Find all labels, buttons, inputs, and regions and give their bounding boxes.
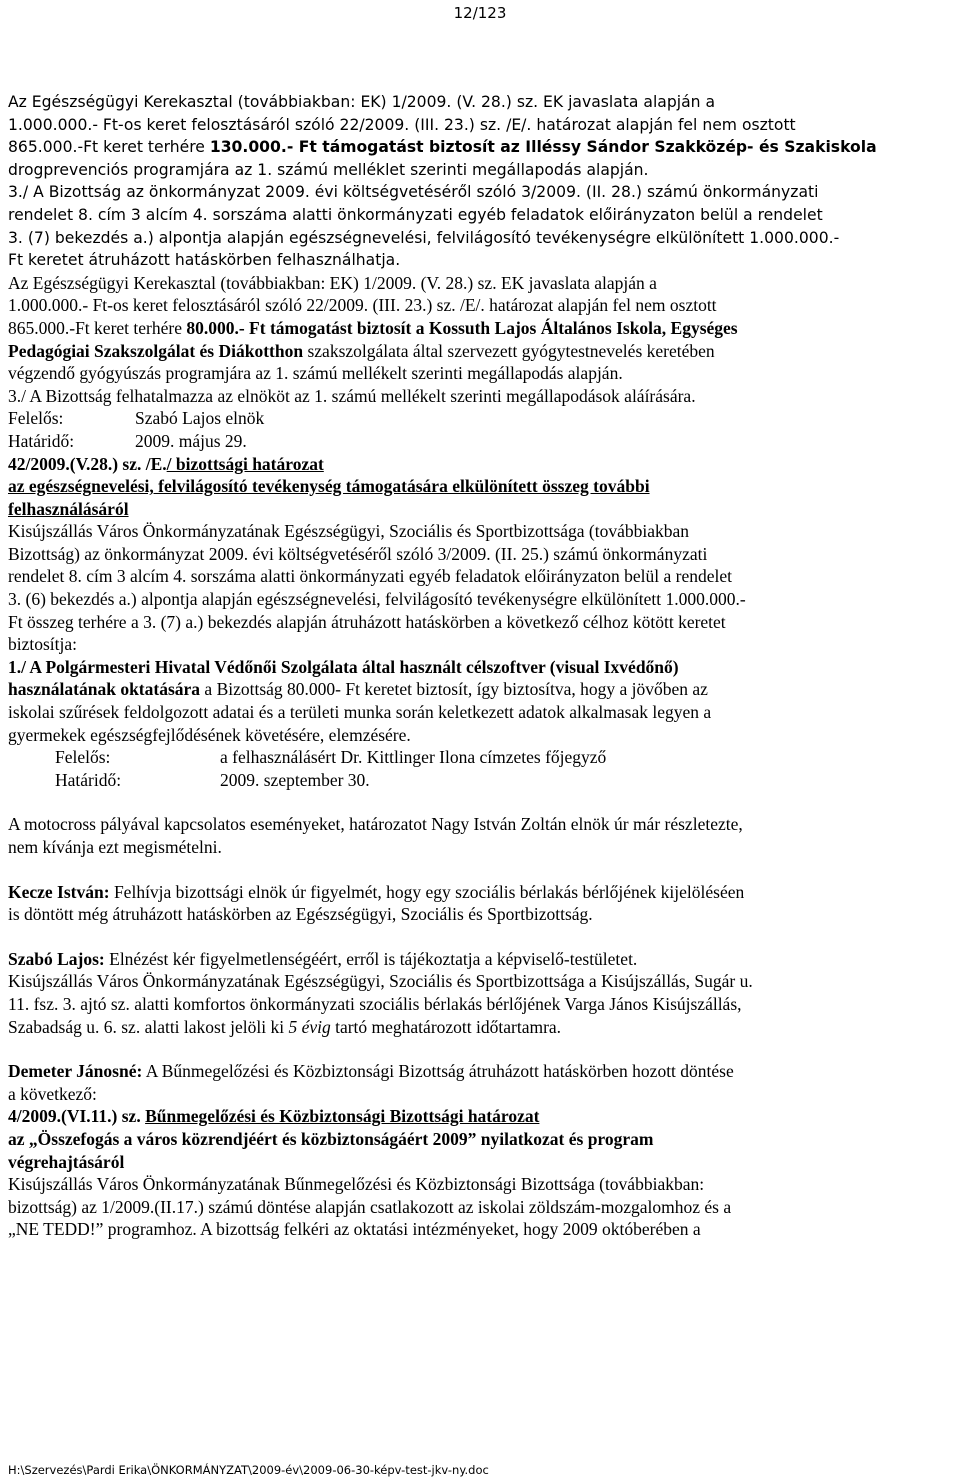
text-line: Kisújszállás Város Önkormányzatának Egészségügyi, Szociális és Sportbizottsága (továbbiakban	[8, 521, 690, 542]
text-line: drogprevenciós programjára az 1. számú melléklet szerinti megállapodás alapján.	[8, 160, 649, 179]
resolution-block-3	[8, 453, 953, 792]
deadline-row	[8, 430, 953, 453]
text-line: 11. fsz. 3. ajtó sz. alatti komfortos önkormányzati szociális bérlakás bérlőjének Varga János Kisújszállás,	[8, 993, 742, 1014]
paragraph-kecze	[8, 881, 953, 926]
text-line: 3. (7) bekezdés a.) alpontja alapján egészségnevelési, felvilágosító tevékenységre elkülönített 1.000.000.-	[8, 228, 840, 247]
text-line: 3./ A Bizottság az önkormányzat 2009. évi költségvetéséről szóló 3/2009. (II. 28.) számú önkormányzati	[8, 183, 819, 202]
text-line: rendelet 8. cím 3 alcím 4. sorszáma alatti önkormányzati egyéb feladatok előirányzaton belül a rendelet	[8, 205, 823, 224]
text-line: nem kívánja ezt megismételni.	[8, 837, 222, 857]
text-line: rendelet 8. cím 3 alcím 4. sorszáma alatti önkormányzati egyéb feladatok előirányzaton belül a rendelet	[8, 566, 733, 587]
text-line: végzendő gyógyúszás programjára az 1. számú mellékelt szerinti megállapodás alapján.	[8, 363, 623, 384]
text-line: Az Egészségügyi Kerekasztal (továbbiakban: EK) 1/2009. (V. 28.) sz. EK javaslata alapján a	[8, 272, 657, 293]
text-line: Pedagógiai Szakszolgálat és Diákotthon szakszolgálata által szervezett gyógytestnevelés keretében	[8, 340, 715, 361]
text-line: Kisújszállás Város Önkormányzatának Bűnmegelőzési és Közbiztonsági Bizottsága (továbbiakban:	[8, 1174, 705, 1195]
text-line: Kecze István: Felhívja bizottsági elnök úr figyelmét, hogy egy szociális bérlakás bérlőjének kijelöléséen	[8, 881, 745, 902]
text-line: Szabó Lajos: Elnézést kér figyelmetlenségéért, erről is tájékoztatja a képviselő-testületet.	[8, 948, 638, 969]
deadline-value: 2009. szeptember 30.	[220, 769, 370, 790]
text-line: „NE TEDD!” programhoz. A bizottság felkéri az oktatási intézményeket, hogy 2009 októberében a	[8, 1219, 701, 1240]
text-line: 1./ A Polgármesteri Hivatal Védőnői Szolgálata által használt célszoftver (visual Ixvédőnő)	[8, 656, 679, 677]
text-line: is döntött még átruházott hatáskörben az Egészségügyi, Szociális és Sportbizottság.	[8, 904, 593, 925]
responsible-label: Felelős:	[8, 408, 64, 429]
responsible-label: Felelős:	[55, 747, 111, 768]
text-line: 3. (6) bekezdés a.) alpontja alapján egészségnevelési, felvilágosító tevékenységre elkülönített 1.000.000.-	[8, 589, 746, 610]
speaker-name: Kecze István:	[8, 881, 110, 902]
resolution-subject: az egészségnevelési, felvilágosító tevékenység támogatására elkülönített összeg további	[8, 476, 650, 497]
resolution-subject: felhasználásáról	[8, 498, 129, 519]
text-line: A motocross pályával kapcsolatos eseményeket, határozatot Nagy István Zoltán elnök úr már részletezte,	[8, 814, 743, 835]
text-line: használatának oktatására a Bizottság 80.000- Ft keretet biztosít, így biztosítva, hogy a jövőben az	[8, 679, 708, 700]
text-line: iskolai szűrések feldolgozott adatai és a területi munka során keletkezett adatok alkalmasak legyen a	[8, 702, 712, 723]
text-line: biztosítja:	[8, 634, 78, 655]
text-line: a következő:	[8, 1083, 97, 1104]
speaker-name: Szabó Lajos:	[8, 948, 105, 969]
deadline-label: Határidő:	[8, 430, 75, 451]
page-number: 12/123	[453, 4, 507, 22]
document-body	[8, 91, 953, 1241]
text-line: 3./ A Bizottság felhatalmazza az elnököt az 1. számú mellékelt szerinti megállapodások aláírására.	[8, 385, 696, 406]
text-line: 1.000.000.- Ft-os keret felosztásáról szóló 22/2009. (III. 23.) sz. /E/. határozat alapján fel nem osztott	[8, 295, 717, 316]
resolution-title: 42/2009.(V.28.) sz. /E./ bizottsági határozat	[8, 453, 324, 474]
responsible-row	[8, 746, 953, 769]
text-line: gyermekek egészségfejlődésének követésére, elemzésére.	[8, 724, 411, 745]
text-line: 1.000.000.- Ft-os keret felosztásáról szóló 22/2009. (III. 23.) sz. /E/. határozat alapján fel nem osztott	[8, 115, 796, 134]
resolution-block-1	[8, 91, 953, 272]
paragraph-demeter	[8, 1060, 953, 1241]
file-path-footer: H:\Szervezés\Pardi Erika\ÖNKORMÁNYZAT\2009-év\2009-06-30-képv-test-jkv-ny.doc	[8, 1463, 489, 1477]
resolution-block-2	[8, 272, 953, 453]
text-line: Az Egészségügyi Kerekasztal (továbbiakban: EK) 1/2009. (V. 28.) sz. EK javaslata alapján a	[8, 93, 716, 111]
text-line: 865.000.-Ft keret terhére 130.000.- Ft támogatást biztosít az Illéssy Sándor Szakközép- és Szakiskola	[8, 138, 877, 157]
paragraph-szabo	[8, 948, 953, 1038]
deadline-value: 2009. május 29.	[135, 430, 247, 451]
resolution-subject: az „Összefogás a város közrendjéért és közbiztonságáért 2009” nyilatkozat és program	[8, 1128, 654, 1149]
text-line: Kisújszállás Város Önkormányzatának Egészségügyi, Szociális és Sportbizottsága a Kisújszállás, Sugár u.	[8, 971, 753, 992]
speaker-name: Demeter Jánosné:	[8, 1061, 143, 1082]
text-line: Bizottság) az önkormányzat 2009. évi költségvetéséről szóló 3/2009. (II. 25.) számú önkormányzati	[8, 543, 708, 564]
responsible-value: Szabó Lajos elnök	[135, 408, 265, 429]
text-line: 865.000.-Ft keret terhére 80.000.- Ft támogatást biztosít a Kossuth Lajos Általános Iskola, Egységes	[8, 317, 738, 338]
paragraph-motocross	[8, 813, 953, 858]
text-line: bizottság) az 1/2009.(II.17.) számú döntése alapján csatlakozott az iskolai zöldszám-mozgalomhoz és a	[8, 1196, 732, 1217]
deadline-row	[8, 769, 953, 792]
resolution-subject: végrehajtásáról	[8, 1151, 125, 1172]
text-line: Demeter Jánosné: A Bűnmegelőzési és Közbiztonsági Bizottság átruházott hatáskörben hozott döntése	[8, 1061, 734, 1082]
text-line: Ft keretet átruházott hatáskörben felhasználhatja.	[8, 251, 401, 270]
deadline-label: Határidő:	[55, 769, 122, 790]
responsible-value: a felhasználásért Dr. Kittlinger Ilona címzetes főjegyző	[220, 747, 607, 768]
text-line: Ft összeg terhére a 3. (7) a.) bekezdés alapján átruházott hatáskörben a következő célhoz kötött keretet	[8, 611, 726, 632]
resolution-title: 4/2009.(VI.11.) sz. Bűnmegelőzési és Közbiztonsági Bizottsági határozat	[8, 1106, 540, 1127]
text-line: Szabadság u. 6. sz. alatti lakost jelöli ki 5 évig tartó meghatározott időtartamra.	[8, 1016, 562, 1037]
responsible-row	[8, 407, 953, 430]
